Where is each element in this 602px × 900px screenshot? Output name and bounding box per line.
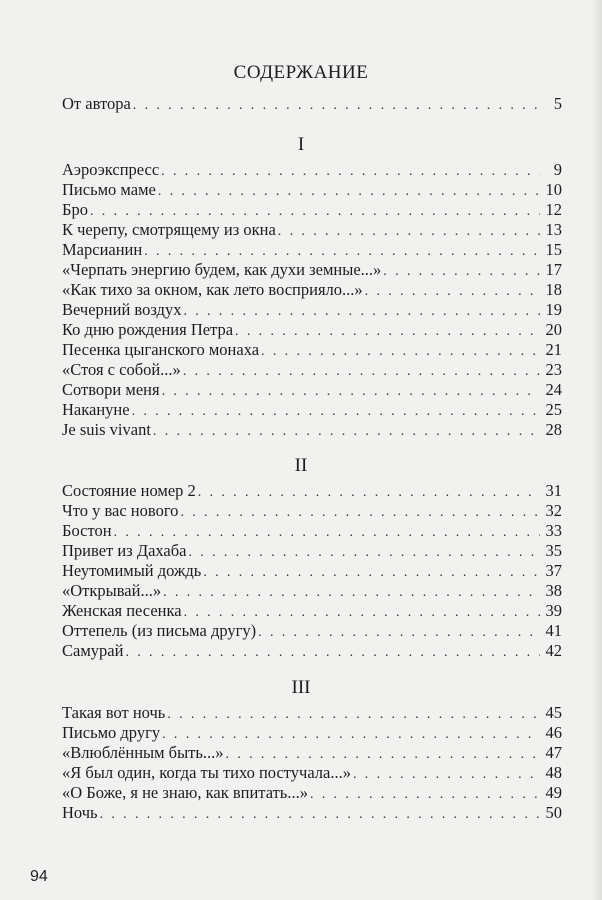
toc-entry [62,400,562,420]
dot-leader [261,342,540,362]
dot-leader [235,322,540,342]
entry-page: 28 [545,420,562,439]
entry-title: Вечерний воздух [62,300,182,319]
toc-entry [62,240,562,260]
dot-leader [132,402,540,422]
entry-page: 24 [545,380,562,399]
dot-leader [226,745,540,765]
toc-entry [62,360,562,380]
entry-title: «Как тихо за окном, как лето восприяло...» [62,280,363,299]
entry-title: Накануне [62,400,130,419]
dot-leader [184,603,540,623]
dot-leader [125,643,540,663]
toc-entry [62,763,562,783]
dot-leader [188,543,540,563]
toc-entry [62,481,562,501]
toc-entry [62,601,562,621]
entry-title: «Я был один, когда ты тихо постучала...» [62,763,351,782]
toc-entry [62,783,562,803]
entry-page: 33 [545,521,562,540]
section-heading-1: I [297,134,305,155]
entry-title: «Черпать энергию будем, как духи земные...» [62,260,382,279]
entry-title: Ночь [62,803,98,822]
dot-leader [180,503,540,523]
toc-entry [62,541,562,561]
entry-title: Письмо маме [62,180,156,199]
toc-entry-intro [62,94,562,114]
entry-page: 45 [545,703,562,722]
dot-leader [198,483,540,503]
section-heading-3: III [291,677,311,698]
toc-entry [62,220,562,240]
toc-entry [62,501,562,521]
dot-leader [163,583,540,603]
entry-page: 18 [545,280,562,299]
dot-leader [133,96,540,116]
dot-leader [167,705,540,725]
entry-title: «О Боже, я не знаю, как впитать...» [62,783,308,802]
entry-page: 39 [545,601,562,620]
toc-entry [62,703,562,723]
toc-entry [62,561,562,581]
entry-page: 20 [545,320,562,339]
entry-title: Такая вот ночь [62,703,166,722]
page-edge-shadow [592,0,602,900]
entry-title: Привет из Дахаба [62,541,187,560]
dot-leader [162,382,540,402]
toc-entry [62,180,562,200]
dot-leader [90,202,540,222]
entry-page: 37 [545,561,562,580]
entry-page: 23 [545,360,562,379]
toc-entry [62,641,562,661]
toc-entry [62,380,562,400]
dot-leader [162,725,540,745]
entry-title: Бостон [62,521,112,540]
dot-leader [353,765,540,785]
entry-page: 49 [545,783,562,802]
entry-title: Женская песенка [62,601,182,620]
entry-title: Оттепель (из письма другу) [62,621,257,640]
toc-entry [62,521,562,541]
section-heading-2: II [294,455,308,476]
dot-leader [144,242,540,262]
entry-page: 21 [545,340,562,359]
dot-leader [158,182,540,202]
entry-title: Аэроэкспресс [62,160,160,179]
entry-title: Сотвори меня [62,380,160,399]
entry-title: Состояние номер 2 [62,481,196,500]
toc-entry [62,581,562,601]
dot-leader [153,422,540,442]
entry-page: 50 [545,803,562,822]
entry-title: Ко дню рождения Петра [62,320,234,339]
entry-page: 15 [545,240,562,259]
entry-page: 12 [545,200,562,219]
entry-title: «Влюблённым быть...» [62,743,224,762]
entry-page: 5 [553,94,562,113]
entry-title: «Открывай...» [62,581,162,600]
toc-entry [62,420,562,440]
entry-page: 10 [545,180,562,199]
page-number: 94 [30,868,48,885]
entry-page: 48 [545,763,562,782]
toc-entry [62,723,562,743]
entry-page: 32 [545,501,562,520]
toc-entry [62,200,562,220]
entry-page: 17 [545,260,562,279]
dot-leader [203,563,540,583]
entry-title: От автора [62,94,131,113]
dot-leader [310,785,540,805]
entry-title: Письмо другу [62,723,161,742]
dot-leader [383,262,540,282]
entry-page: 46 [545,723,562,742]
entry-page: 13 [545,220,562,239]
dot-leader [161,162,540,182]
toc-entry [62,320,562,340]
dot-leader [100,805,540,825]
dot-leader [258,623,540,643]
dot-leader [278,222,540,242]
toc-entry [62,260,562,280]
entry-page: 42 [545,641,562,660]
entry-page: 35 [545,541,562,560]
entry-title: Песенка цыганского монаха [62,340,260,359]
toc-entry [62,280,562,300]
entry-page: 41 [545,621,562,640]
entry-page: 31 [545,481,562,500]
entry-title: Что у вас нового [62,501,179,520]
entry-title: Je suis vivant [62,420,151,439]
entry-page: 47 [545,743,562,762]
entry-page: 19 [545,300,562,319]
toc-entry [62,160,562,180]
entry-page: 38 [545,581,562,600]
entry-page: 9 [553,160,562,179]
toc-title: СОДЕРЖАНИЕ [233,62,369,83]
toc-entry [62,803,562,823]
toc-entry [62,300,562,320]
dot-leader [183,302,540,322]
dot-leader [365,282,540,302]
toc-entry [62,340,562,360]
entry-title: Бро [62,200,88,219]
entry-title: Самурай [62,641,124,660]
entry-title: К черепу, смотрящему из окна [62,220,276,239]
entry-title: Марсианин [62,240,143,259]
entry-title: Неутомимый дождь [62,561,202,580]
toc-entry [62,621,562,641]
entry-page: 25 [545,400,562,419]
toc-entry [62,743,562,763]
dot-leader [114,523,540,543]
entry-title: «Стоя с собой...» [62,360,181,379]
dot-leader [183,362,540,382]
